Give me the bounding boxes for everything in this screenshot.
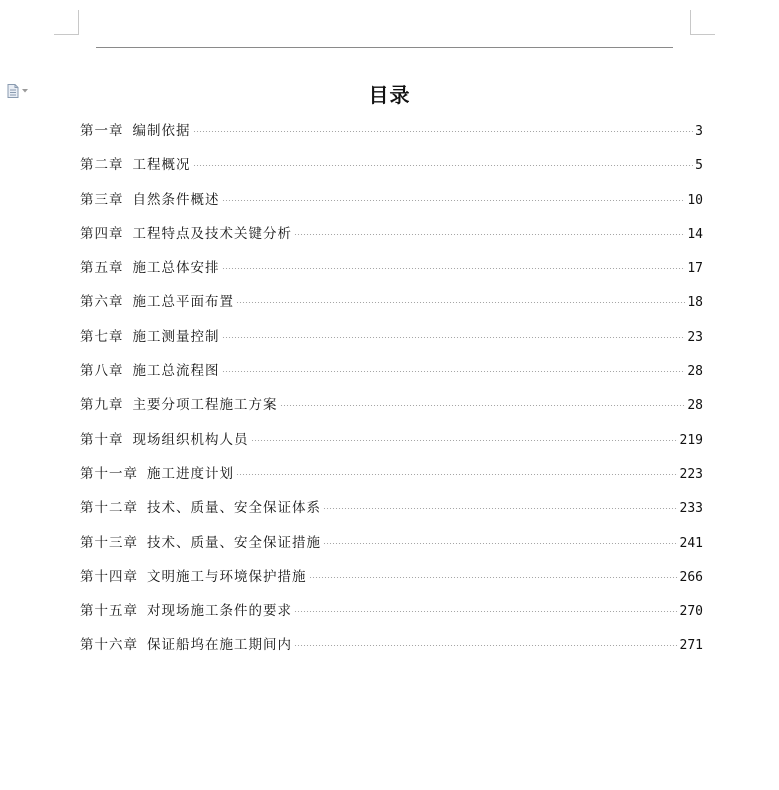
toc-chapter-number: 第十六章: [80, 637, 138, 654]
toc-chapter-title: 施工总流程图: [132, 363, 220, 380]
toc-chapter-number: 第八章: [80, 363, 124, 380]
toc-chapter-number: 第四章: [80, 225, 124, 242]
toc-page-number: 10: [687, 192, 703, 208]
toc-chapter-title: 工程概况: [132, 157, 191, 174]
toc-dot-leader: [294, 234, 685, 235]
toc-dot-leader: [323, 508, 678, 509]
toc-chapter-number: 第十五章: [80, 603, 138, 620]
toc-chapter-title: 工程特点及技术关键分析: [132, 225, 292, 242]
toc-chapter-number: 第十三章: [80, 534, 138, 551]
header-rule: [96, 47, 673, 48]
toc-chapter-title: 对现场施工条件的要求: [147, 603, 292, 620]
toc-entry[interactable]: [80, 430, 703, 464]
toc-chapter-number: 第十二章: [80, 500, 138, 517]
toc-dot-leader: [280, 405, 686, 406]
toc-chapter-title: 施工总平面布置: [132, 294, 234, 311]
toc-dot-leader: [222, 371, 686, 372]
table-of-contents: [80, 121, 703, 670]
toc-chapter-number: 第十四章: [80, 568, 138, 585]
toc-dot-leader: [236, 302, 685, 303]
toc-page-number: 18: [687, 295, 703, 311]
toc-entry[interactable]: [80, 327, 703, 361]
toc-page-number: 241: [679, 535, 703, 551]
toc-entry[interactable]: [80, 601, 703, 635]
toc-chapter-number: 第五章: [80, 260, 124, 277]
toc-chapter-number: 第二章: [80, 157, 124, 174]
toc-dot-leader: [294, 645, 678, 646]
toc-page-number: 23: [687, 329, 703, 345]
toc-chapter-title: 保证船坞在施工期间内: [147, 637, 292, 654]
toc-entry[interactable]: [80, 121, 703, 155]
toc-chapter-title: 主要分项工程施工方案: [132, 397, 278, 414]
toc-page-number: 271: [679, 638, 703, 654]
toc-page-number: 3: [695, 124, 703, 139]
toc-chapter-number: 第九章: [80, 397, 124, 414]
toc-chapter-title: 自然条件概述: [132, 191, 220, 208]
toc-page-number: 266: [679, 569, 703, 585]
toc-chapter-number: 第六章: [80, 294, 124, 311]
page-corner-mark-top-left: [54, 10, 79, 35]
toc-entry[interactable]: [80, 395, 703, 429]
toc-chapter-title: 技术、质量、安全保证体系: [147, 500, 321, 517]
toc-entry[interactable]: [80, 258, 703, 292]
toc-entry[interactable]: [80, 361, 703, 395]
toc-page-number: 14: [687, 226, 703, 242]
toc-dot-leader: [222, 337, 686, 338]
toc-page-number: 233: [679, 501, 703, 517]
toc-dot-leader: [236, 474, 678, 475]
toc-entry[interactable]: [80, 635, 703, 669]
toc-chapter-title: 文明施工与环境保护措施: [147, 568, 307, 585]
toc-chapter-title: 施工总体安排: [132, 260, 220, 277]
toc-chapter-number: 第一章: [80, 123, 124, 139]
toc-dot-leader: [222, 268, 686, 269]
toc-chapter-title: 编制依据: [132, 123, 191, 139]
toc-page-number: 223: [679, 466, 703, 482]
toc-page-number: 17: [687, 261, 703, 277]
toc-entry[interactable]: [80, 498, 703, 532]
toc-chapter-title: 技术、质量、安全保证措施: [147, 534, 321, 551]
toc-page-number: 5: [695, 158, 703, 174]
toc-dot-leader: [251, 440, 678, 441]
toc-entry[interactable]: [80, 224, 703, 258]
toc-chapter-title: 施工进度计划: [147, 465, 234, 482]
toc-chapter-title: 现场组织机构人员: [132, 431, 249, 448]
toc-dot-leader: [294, 611, 678, 612]
toc-entry[interactable]: [80, 533, 703, 567]
toc-title: 目录: [368, 83, 411, 107]
toc-dot-leader: [193, 131, 694, 132]
toc-entry[interactable]: [80, 292, 703, 326]
toc-page-number: 270: [679, 604, 703, 620]
toc-chapter-title: 施工测量控制: [132, 328, 220, 345]
toc-page-number: 219: [679, 432, 703, 448]
toc-entry[interactable]: [80, 155, 703, 189]
toc-chapter-number: 第十一章: [80, 465, 138, 482]
toc-dot-leader: [222, 200, 686, 201]
toc-chapter-number: 第十章: [80, 431, 124, 448]
toc-dot-leader: [193, 165, 694, 166]
toc-entry[interactable]: [80, 464, 703, 498]
toc-page-number: 28: [687, 398, 703, 414]
toc-entry[interactable]: [80, 190, 703, 224]
page-corner-mark-top-right: [690, 10, 715, 35]
toc-entry[interactable]: [80, 567, 703, 601]
toc-chapter-number: 第七章: [80, 328, 124, 345]
toc-dot-leader: [323, 543, 678, 544]
toc-chapter-number: 第三章: [80, 191, 124, 208]
toc-dot-leader: [309, 577, 678, 578]
toc-page-number: 28: [687, 364, 703, 380]
